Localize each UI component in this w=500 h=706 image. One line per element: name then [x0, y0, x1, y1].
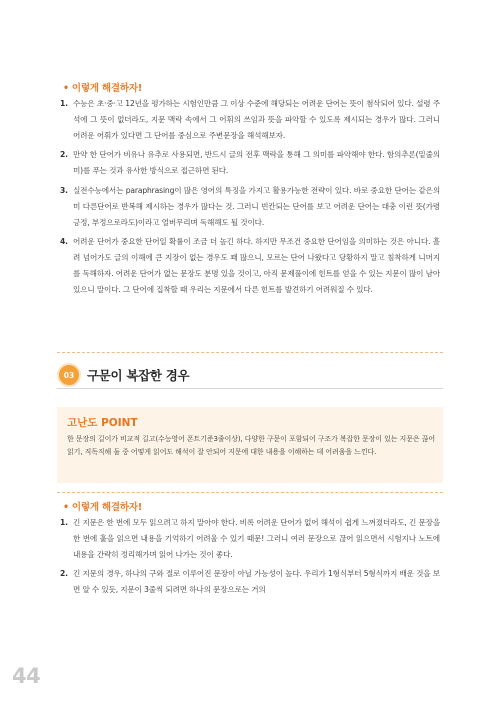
list-item: 4. 어려운 단어가 중요한 단어일 확률이 조금 더 높긴 하다. 하지만 무조건 중요한 단어임을 의미하는 것은 아니다. 흘려 넘어가도 글의 이해에 큰 지장이 없는 경우도 꽤 많으니, 모르는 단어 나왔다고 당황하지 말고 침착하게 니머지를 독해하자. 어려운 단어가 없는 문장도 분명 있을 것이고, 아직 문제풀이에 힌트를 얻을 수 있는 지문이 많이 남아 있으니 말이다. 그 단어에 집착할 때 우리는 지문에서 다른 힌트를 발견하기 어려워질 수 있다. — [60, 237, 440, 294]
section-heading-2: • 이렇게 해결하자! — [63, 502, 142, 513]
section-heading-1: • 이렇게 해결하자! — [63, 83, 142, 94]
bullet-icon: • — [63, 502, 69, 513]
point-box — [57, 407, 443, 483]
list-item: 2. 만약 한 단어가 비유나 유추로 사용되면, 반드시 글의 전후 맥락을 통해 그 의미를 파악해야 한다. 함의추론(밑줄의미)를 푸는 것과 유사한 방식으로 접근하면 된다. — [60, 150, 440, 176]
chapter-rule — [57, 388, 443, 389]
section-divider — [57, 352, 443, 353]
chapter-number-badge: 03 — [57, 363, 81, 387]
list-item: 1. 수능은 초·중·고 12년을 평가하는 시험인만큼 그 이상 수준에 해당되는 어려운 단어는 뜻이 첨삭되어 있다. 설령 주석에 그 뜻이 없더라도, 지문 맥락 속에서 그 어휘의 쓰임과 뜻을 파악할 수 있도록 제시되는 경우가 많다. 그러니 어려운 어휘가 있다면 그 단어를 중심으로 주변문장을 해석해보자. — [60, 99, 440, 140]
solution-list-2 — [60, 515, 440, 598]
section-divider — [57, 492, 443, 493]
bullet-icon: • — [63, 83, 69, 94]
list-item: 2. 긴 지문의 경우, 하나의 구와 절로 이루어진 문장이 아닐 가능성이 높다. 우리가 1형식부터 5형식까지 배운 것을 보면 알 수 있듯, 지문이 3줄씩 되려면 하나의 문장으로는 거의 — [60, 569, 440, 595]
list-item: 1. 긴 지문은 한 번에 모두 읽으려고 하지 말아야 한다. 비록 어려운 단어가 없어 해석이 쉽게 느껴졌더라도, 긴 문장을 한 번에 훑을 읽으면 내용을 기억하기 어려울 수 있기 때문! 그러니 여러 문장으로 끊어 읽으면서 시험지나 노트에 내용을 간략히 정리해가며 읽어 나가는 것이 좋다. — [60, 518, 440, 559]
point-body: 한 문장의 길이가 비교적 길고(수능영어 폰트기준3줄이상), 다양한 구문이 포함되어 구조가 복잡한 문장이 있는 지문은 끊어읽기, 직독직해 둘 중 어떻게 읽어도 해석이 잘 안되어 지문에 대한 내용을 이해하는 데 어려움을 느낀다. — [67, 435, 435, 456]
chapter-header — [57, 363, 189, 387]
page-number: 44 — [12, 664, 41, 688]
chapter-title: 구문이 복잡한 경우 — [87, 368, 190, 383]
list-item: 3. 실전수능에서는 paraphrasing이 많은 영어의 특징을 가지고 활용가능한 전략이 있다. 바로 중요한 단어는 같은의미 다른단어로 반복해 제시하는 경우가 많다는 것. 그러니 빈칸되는 단어를 보고 어려운 단어는 대충 이런 뜻(가령 긍정, 부정으로라도)이라고 얼버무리며 독해해도 될 것이다. — [60, 185, 440, 227]
point-title: 고난도 POINT — [67, 417, 138, 429]
solution-list-1 — [60, 96, 440, 298]
